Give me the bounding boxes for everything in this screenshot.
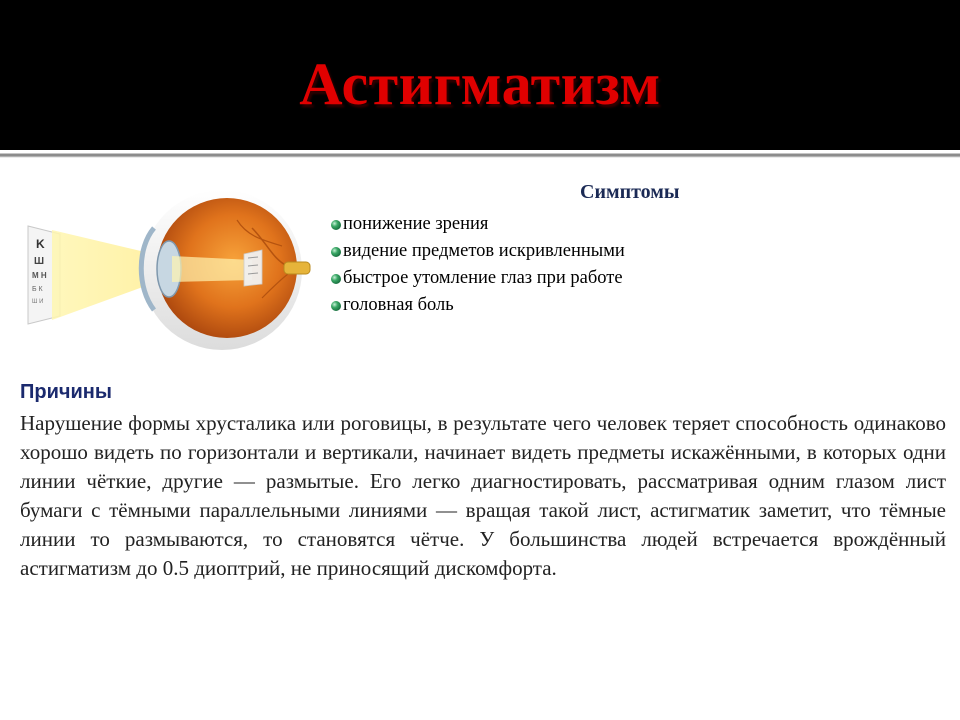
symptom-text: быстрое утомление глаз при работе	[343, 268, 623, 288]
symptom-text: видение предметов искривленными	[343, 241, 625, 261]
bullet-icon	[331, 247, 341, 257]
slide-title: Астигматизм	[299, 51, 661, 117]
symptom-item	[331, 211, 625, 238]
chart-letter-4: Б К	[32, 286, 43, 293]
symptom-item	[331, 292, 625, 319]
focused-beam	[172, 256, 252, 282]
chart-letter-5: Ш И	[32, 299, 44, 305]
symptoms-list	[331, 211, 625, 319]
causes-heading: Причины	[20, 381, 112, 403]
bullet-icon	[331, 220, 341, 230]
retina-image	[244, 250, 262, 286]
chart-letter-1: K	[36, 237, 45, 251]
title-bar	[0, 0, 960, 150]
symptom-item	[331, 265, 625, 292]
bullet-icon	[331, 274, 341, 284]
optic-nerve	[284, 262, 310, 274]
symptoms-heading: Симптомы	[580, 181, 680, 203]
bullet-icon	[331, 301, 341, 311]
symptom-item	[331, 238, 625, 265]
eye-diagram-icon	[22, 188, 312, 358]
title-divider	[0, 152, 960, 158]
eye-illustration	[22, 188, 312, 358]
symptom-text: головная боль	[343, 295, 454, 315]
causes-paragraph: Нарушение формы хрусталика или роговицы, в результате чего человек теряет способность одинаково хорошо видеть по горизонтали и вертикали, начинает видеть предметы искажёнными, в которых одни линии чёткие, другие — размытые. Его легко диагностировать, рассматривая одним глазом лист бумаги с тёмными параллельными линиями — вращая такой лист, астигматик заметит, что тёмные линии то размываются, то становятся чётче. У большинства людей встречается врождённый астигматизм до 0.5 диоптрий, не приносящий дискомфорта.	[20, 411, 946, 580]
chart-letter-2: Ш	[34, 256, 45, 267]
symptom-text: понижение зрения	[343, 214, 489, 234]
chart-letter-3: М Н	[32, 271, 47, 280]
